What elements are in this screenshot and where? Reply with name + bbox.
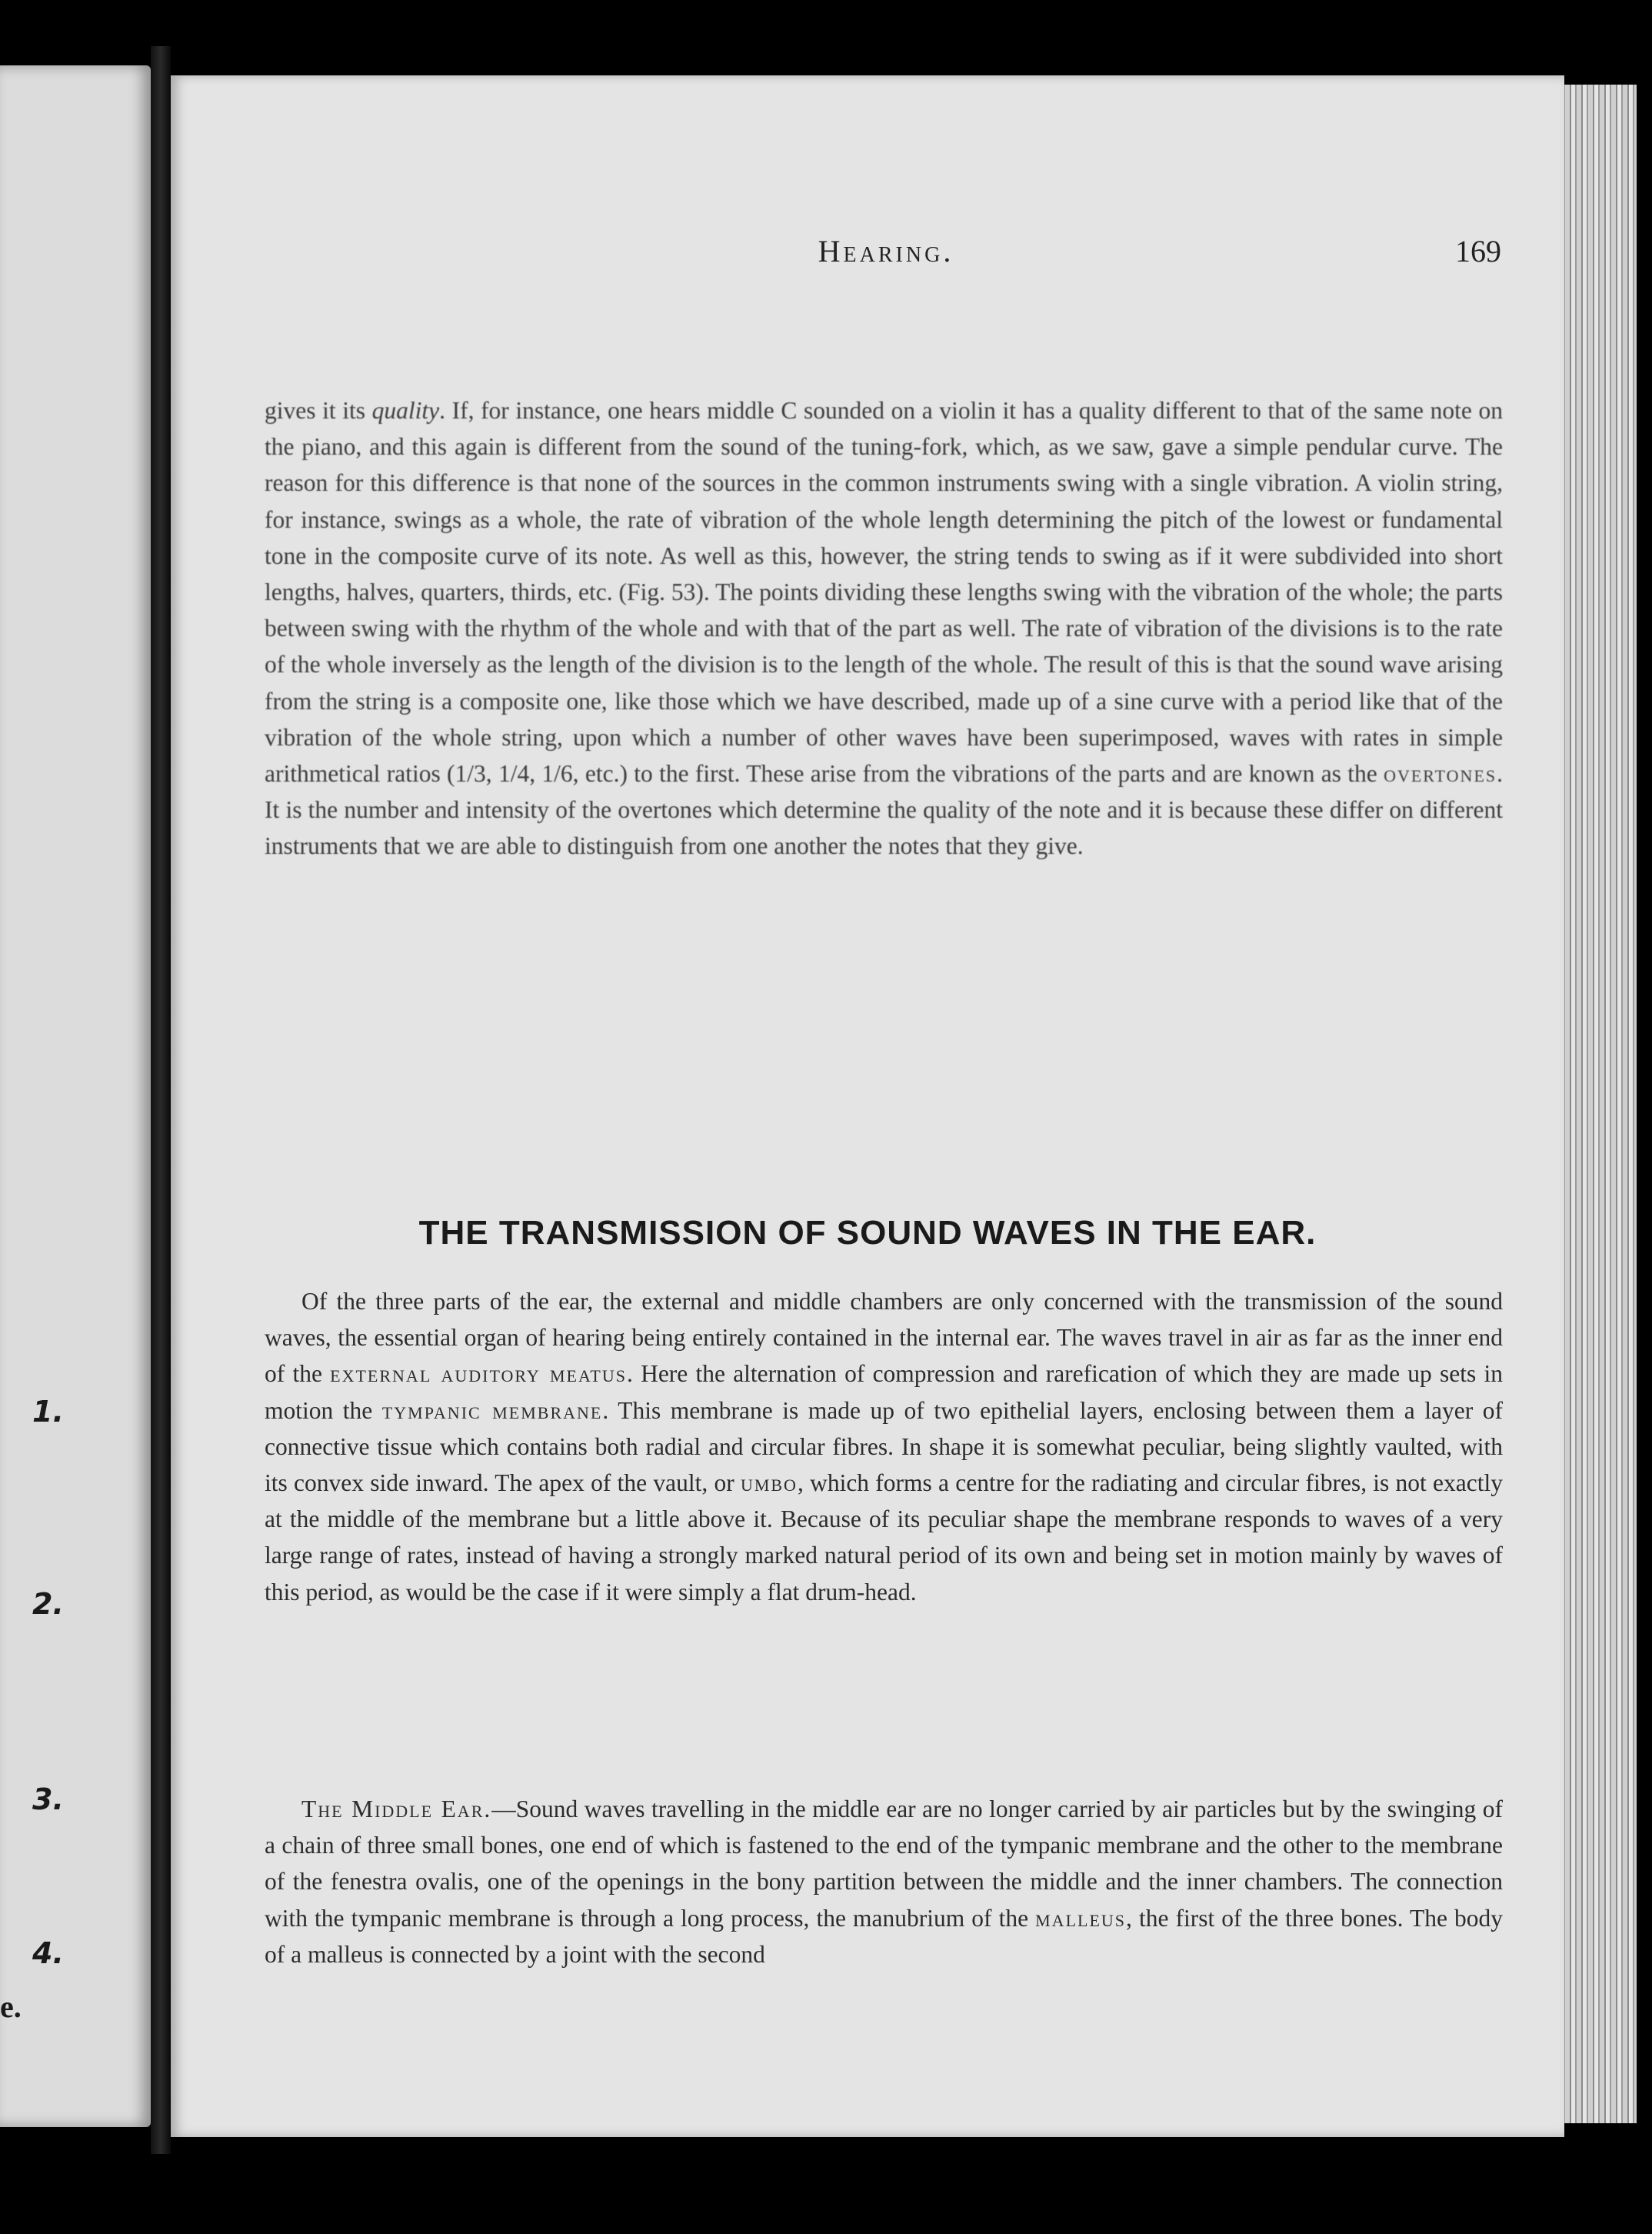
text-run: —Sound waves travelling in the middle ear are no longer carried by air particles but by the swinging of a chain of three small bones, one end of which is fastened to the end of the tympanic membrane and the other to the membrane of the fenestra ovalis, one of the openings in the bony partition between the middle and the inner chambers. The connection with the tympanic membrane is through a long process, the manubrium of the [265,1796,1504,1932]
margin-note-e: e. [0,1989,22,2024]
margin-note-1: 1. [32,1395,64,1429]
running-header [271,233,1501,279]
section-heading: THE TRANSMISSION OF SOUND WAVES IN THE EAR. [418,1214,1317,1252]
paragraph-middle-ear [265,1791,1503,1972]
margin-note-3: 3. [32,1782,64,1816]
margin-note-4: 4. [32,1936,64,1970]
running-title: Hearing. [818,234,954,268]
term-umbo: umbo [740,1469,798,1497]
term-malleus: malleus [1035,1904,1127,1932]
term-overtones: overtones [1384,760,1497,788]
term-tympanic-membrane: tympanic membrane [381,1396,603,1424]
book-gutter [151,46,171,2154]
paragraph-transmission [265,1283,1503,1610]
text-run: . Here the alternation of compression and rarefication of which they are made up sets in motion the [265,1360,1503,1424]
paragraph-quality-of-sound: gives it its quality. If, for instance, one hears middle C sounded on a violin it has a quality different to that of the same note on the piano, and this again is different from the sound of the tuning-fork, which, as we saw, gave a simple pendular curve. The reason for this difference is that none of the sources in the common instruments swing with a single vibration. A violin string, for instance, swings as a whole, the rate of vibration of the whole length determining the pitch of the lowest or fundamental tone in the composite curve of its note. As well as this, however, the string tends to swing as if it were subdivided into short lengths, halves, quarters, thirds, etc. (Fig. 53). The points dividing these lengths swing with the vibration of the whole; the parts between swing with the rhythm of the whole and with that of the part as well. The rate of vibration of the divisions is to the rate of the whole inversely as the length of the division is to the length of the whole. The result of this is that the sound wave arising from the string is a composite one, like those which we have described, made up of a sine curve with a period like that of the vibration of the whole string, upon which a number of other waves have been superimposed, waves with rates in simple arithmetical ratios (1/3, 1/4, 1/6, etc.) to the first. These arise from the vibrations of the parts and are known as the overtones. It is the number and intensity of the overtones which determine the quality of the note and it is because these differ on different instruments that we are able to distinguish from one another the notes that they give. [265,397,1503,860]
page-number: 169 [1455,234,1501,268]
previous-page-edge [0,65,151,2127]
text-run: . This membrane is made up of two epithelial layers, enclosing between them a layer of connective tissue which contains both radial and circular fibres. In shape it is somewhat peculiar, being slightly vaulted, with its convex side inward. The apex of the vault, or [265,1396,1503,1497]
margin-note-2: 2. [32,1587,64,1621]
emphasis-quality: quality [371,397,440,424]
text-run: , the first of the three bones. The body of a malleus is connected by a joint with the second [265,1904,1504,1968]
page-stack-edge [1554,85,1637,2123]
book-page [171,75,1564,2137]
term-external-auditory-meatus: external auditory meatus [330,1360,627,1388]
subsection-heading-middle-ear: The Middle Ear. [301,1796,492,1822]
text-run: Of the three parts of the ear, the external and middle chambers are only concerned with the transmission of the sound waves, the essential organ of hearing being entirely contained in the internal ear. The waves travel in air as far as the inner end of the [265,1288,1503,1388]
text-run: , which forms a centre for the radiating and circular fibres, is not exactly at the middle of the membrane but a little above it. Because of its peculiar shape the membrane responds to waves of a very large range of rates, instead of having a strongly marked natural period of its own and being set in motion mainly by waves of this period, as would be the case if it were simply a flat drum-head. [265,1469,1504,1605]
